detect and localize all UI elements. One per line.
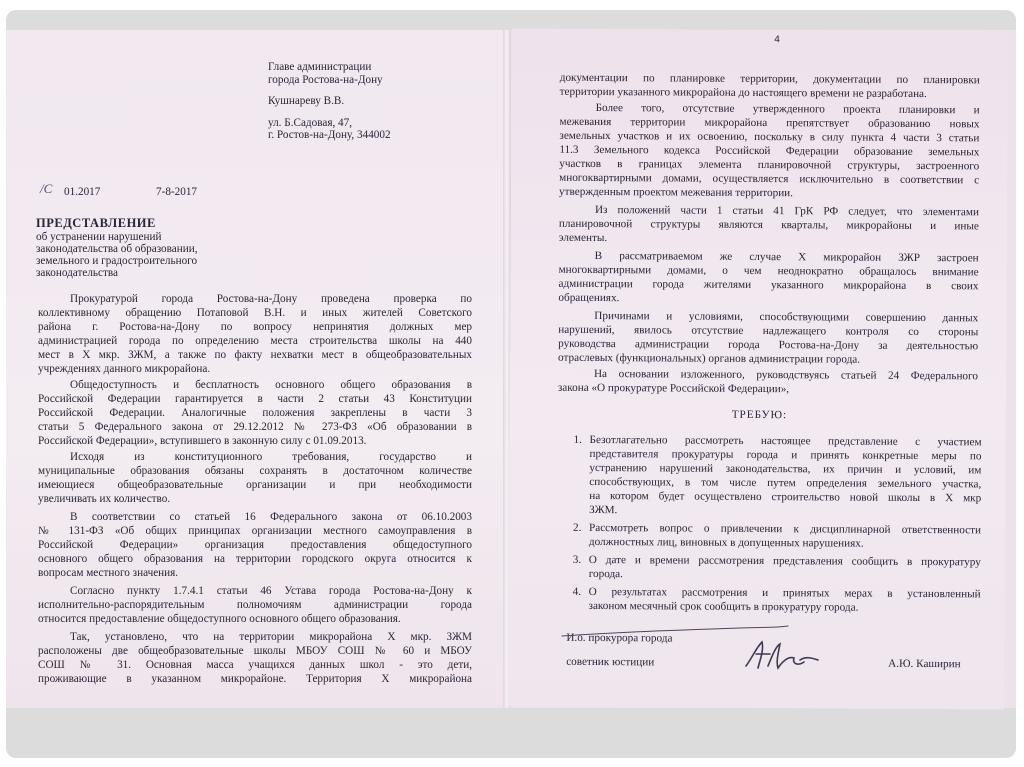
body-line: Более того, отсутствие утвержденного проекта планировки и [595, 102, 980, 117]
addressee-name: Кушнареву В.В. [268, 95, 345, 107]
body-line: учреждениях данного микрорайона. [38, 363, 211, 375]
body-line: района г. Ростова-на-Дону по вопросу непринятия должных мер [38, 321, 472, 333]
document-page-left [6, 30, 504, 708]
body-line: территории указанного микрорайона до настоящего времени не разработана. [559, 85, 927, 101]
demand-line: представителя прокуратуры города и принять конкретные меры по [589, 447, 982, 463]
addressee-line: Главе администрации [268, 61, 372, 73]
body-line: Общедоступность и бесплатность основного общего образования в [70, 379, 472, 391]
body-line: Согласно пункту 1.7.4.1 статьи 46 Устава города Ростова-на-Дону к [70, 585, 472, 597]
body-line: Причинами и условиями, способствующими совершению данных [594, 309, 979, 325]
body-line: 11.3 Земельного кодекса Российской Федерации образование земельных [559, 143, 980, 159]
document-subtitle: об устранении нарушений [36, 231, 162, 243]
body-line: отраслевых (функциональных) органов администрации города. [558, 351, 861, 366]
body-line: № 131-ФЗ «Об общих принципах организации местного самоуправления в [38, 525, 472, 537]
demand-number: 1. [573, 433, 582, 446]
document-subtitle: законодательства об образовании, [36, 243, 198, 255]
demand-line: О дате и времени рассмотрения представления сообщить в прокуратуру [588, 553, 981, 569]
addressee-line: города Ростова-на-Дону [268, 74, 383, 86]
body-line: коллективному обращению Потаповой В.Н. и иных жителей Советского [38, 307, 472, 319]
body-line: закона «О прокуратуре Российской Федерации», [557, 381, 790, 396]
body-line: Российской Федерации гарантируется в части 2 статьи 43 Конституции [38, 393, 472, 405]
demand-line: устранению нарушений законодательства, их причин и условий, им [589, 461, 982, 477]
signer-position: И.о. прокурора города [566, 631, 673, 645]
demand-line: Безотлагательно рассмотреть настоящее представление с участием [589, 433, 982, 449]
body-line: документации по планировке территории, документации по планировки [559, 71, 980, 87]
demand-line: должностных лиц, виновных в допущенных нарушениях. [588, 535, 864, 550]
demand-line: города. [588, 567, 624, 581]
body-line: Прокуратурой города Ростова-на-Дону проведена проверка по [70, 293, 472, 305]
document-subtitle: земельного и градостроительного [36, 255, 198, 267]
demand-line: способствующих, в том числе путем определения земельного участка, [589, 475, 982, 491]
body-line: вопросам местного значения. [38, 567, 179, 579]
demand-number: 4. [572, 585, 582, 598]
body-line: расположены две общеобразовательные школы МБОУ СОШ № 60 и МБОУ [38, 645, 472, 657]
demand-line: на котором будет осуществлено строительство новой школы в Х мкр [589, 489, 982, 505]
body-line: участков в границах элемента планировочной структуры, застроенного [559, 157, 980, 173]
demand-line: ЗЖМ. [589, 503, 618, 517]
body-line: Из положений части 1 статьи 41 ГрК РФ следует, что элементами [594, 204, 979, 219]
handwritten-signature [742, 636, 832, 676]
registration-date: 01.2017 [64, 186, 101, 198]
body-line: руководства администрации города Ростова-на-Дону за деятельностью [558, 337, 979, 353]
body-line: межевания территории микрорайона препятствует образованию новых [559, 115, 980, 131]
page-number: 4 [773, 35, 781, 47]
body-line: обращениях. [558, 291, 620, 305]
body-line: многоквартирными домами, о чем неоднократно обращалось внимание [558, 263, 979, 279]
signer-name: А.Ю. Каширин [888, 657, 961, 671]
body-line: исполнительно-распорядительным полномочиям администрации города [38, 599, 472, 611]
registration-number: /С [40, 181, 53, 196]
demand-heading: ТРЕБУЮ: [731, 408, 788, 422]
body-line: элементы. [558, 231, 608, 245]
body-line: планировочной структуры являются кварталы, микрорайоны и иные [558, 217, 979, 233]
registration-reference: 7-8-2017 [156, 186, 198, 198]
body-line: Российской Федерации», вступившего в законную силу с 01.09.2013. [38, 435, 367, 447]
signer-rank: советник юстиции [566, 655, 655, 669]
body-line: нарушений, явилось отсутствие надлежащего контроля со стороны [558, 323, 979, 339]
demand-line: О результатах рассмотрения и принятых мерах в установленный [588, 585, 981, 601]
demand-line: Рассмотреть вопрос о привлечении к дисциплинарной ответственности [588, 521, 982, 537]
body-line: утвержденным проектом межевания территории. [559, 185, 794, 200]
body-line: администрацией города по определению места строительства школы на 440 [38, 335, 472, 347]
body-line: земельных участков и их освоению, поскольку в силу пункта 4 части 3 статьи [559, 129, 980, 145]
body-line: Исходя из конституционного требования, государство и [70, 451, 472, 463]
body-line: Российской Федерации. Аналогичные положения закреплены в части 3 [38, 407, 472, 419]
addressee-street: ул. Б.Садовая, 47, [268, 117, 353, 129]
body-line: статьи 5 Федерального закона от 29.12.2012 № 273-ФЗ «Об образовании в [38, 421, 472, 433]
document-page-right [508, 28, 1008, 709]
body-line: Российской Федерации» организация предоставления общедоступного [38, 539, 472, 551]
body-line: многоквартирными домами, осуществляется исключительно в соответствии с [559, 171, 980, 187]
body-line: В соответствии со статьей 16 Федерального закона от 06.10.2003 [70, 511, 472, 523]
body-line: На основании изложенного, руководствуясь статьей 24 Федерального [593, 367, 978, 383]
document-title: ПРЕДСТАВЛЕНИЕ [36, 216, 156, 230]
addressee-city: г. Ростов-на-Дону, 344002 [268, 129, 391, 141]
body-line: относится предоставление общедоступного основного общего образования. [38, 613, 401, 625]
body-line: проживающие в указанном микрорайоне. Территория Х микрорайона [38, 673, 472, 685]
body-line: Так, установлено, что на территории микрорайона Х мкр. ЗЖМ [70, 631, 472, 643]
signature-underline [560, 622, 790, 642]
demand-line: законом месячный срок сообщить в прокуратуру города. [588, 599, 859, 614]
demand-number: 3. [572, 553, 582, 566]
body-line: имеющиеся общеобразовательные организации и при необходимости [38, 479, 472, 491]
document-subtitle: законодательства [36, 267, 118, 279]
body-line: В рассматриваемом же случае Х микрорайон ЗЖР застроен [594, 250, 979, 265]
body-line: СОШ № 31. Основная масса учащихся данных школ - это дети, [38, 659, 472, 671]
body-line: увеличивать их количество. [38, 493, 171, 505]
body-line: администрации города жителями указанного микрорайона в своих [558, 277, 979, 293]
demand-number: 2. [572, 521, 582, 534]
body-line: основного общего образования на территории городского округа относится к [38, 553, 472, 565]
body-line: муниципальные образования обязаны сохранять в достаточном количестве [38, 465, 472, 477]
body-line: мест в Х мкр. ЗЖМ, а также по факту нехватки мест в общеобразовательных [38, 349, 472, 361]
